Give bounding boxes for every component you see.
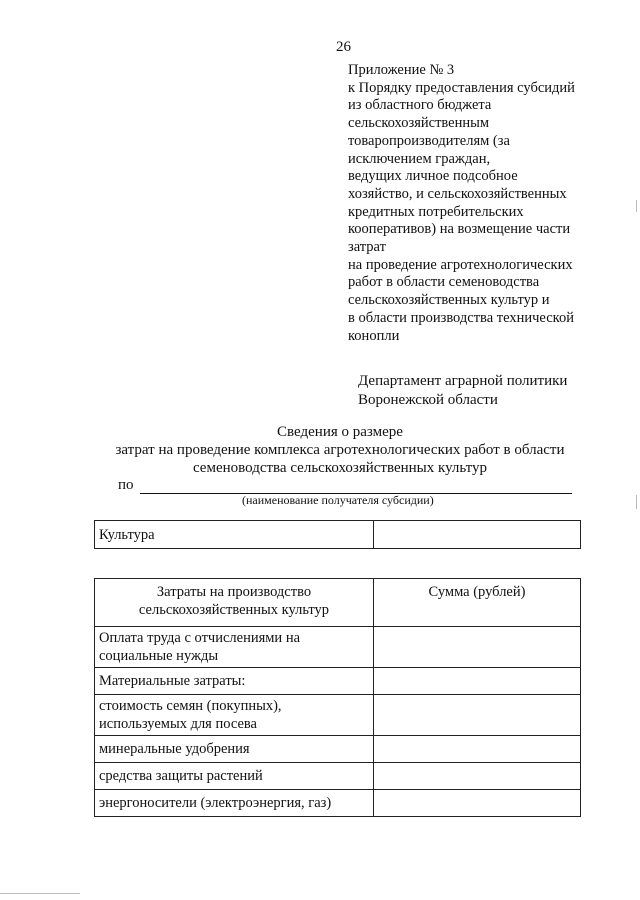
department-region: Воронежской области [358, 392, 498, 408]
header-costs-line: сельскохозяйственных культур [138, 602, 330, 618]
heading-line: семеноводства сельскохозяйственных культур [192, 460, 488, 476]
recipient-blank [140, 480, 572, 494]
appendix-line: сельскохозяйственных культур и [348, 292, 550, 309]
header-costs-line: Затраты на производство [156, 584, 312, 600]
appendix-line: затрат [348, 239, 386, 256]
recipient-line [118, 476, 572, 494]
cost-item-label [95, 695, 374, 736]
cost-item-sum [374, 668, 581, 695]
appendix-line: на проведение агротехнологических [348, 256, 573, 273]
cost-item-line: социальные нужды [99, 648, 219, 664]
table-header-row [95, 579, 581, 627]
cost-item-label: средства защиты растений [95, 763, 374, 790]
appendix-line: конопли [348, 327, 400, 344]
appendix-block [348, 62, 598, 345]
table-row [95, 763, 581, 790]
table-row [95, 736, 581, 763]
recipient-caption: (наименование получателя субсидии) [242, 493, 434, 507]
header-sum: Сумма (рублей) [374, 579, 581, 627]
cost-item-sum [374, 790, 581, 817]
cost-item-label: минеральные удобрения [95, 736, 374, 763]
cost-item-label: Материальные затраты: [95, 668, 374, 695]
appendix-line: хозяйство, и сельскохозяйственных [348, 185, 567, 202]
appendix-line: кредитных потребительских [348, 203, 524, 220]
cost-item-sum [374, 627, 581, 668]
appendix-line: кооперативов) на возмещение части [348, 221, 571, 238]
table-row [95, 521, 581, 549]
scan-artifact [636, 200, 637, 212]
table-row [95, 668, 581, 695]
appendix-line: ведущих личное подсобное [348, 168, 518, 185]
culture-label: Культура [95, 521, 374, 549]
cost-item-line: используемых для посева [99, 716, 257, 732]
appendix-line: товаропроизводителям (за [348, 132, 510, 149]
cost-table [94, 578, 581, 817]
appendix-line: в области производства технической [348, 309, 574, 326]
appendix-line: сельскохозяйственным [348, 115, 490, 132]
culture-value-cell [374, 521, 581, 549]
document-heading [90, 423, 590, 477]
appendix-line: Приложение № 3 [348, 62, 455, 78]
cost-item-line: Оплата труда с отчислениями на [99, 630, 301, 646]
appendix-line: из областного бюджета [348, 97, 492, 114]
cost-item-sum [374, 695, 581, 736]
cost-item-label: энергоносители (электроэнергия, газ) [95, 790, 374, 817]
heading-line: Сведения о размере [277, 424, 403, 440]
scan-artifact [636, 495, 637, 509]
heading-line: затрат на проведение комплекса агротехнологических работ в области [115, 442, 565, 458]
cost-item-line: стоимость семян (покупных), [99, 698, 282, 714]
appendix-line: к Порядку предоставления субсидий [348, 79, 575, 96]
table-row [95, 627, 581, 668]
department-block [358, 372, 567, 410]
recipient-prefix: по [118, 477, 134, 493]
cost-item-label [95, 627, 374, 668]
table-row [95, 695, 581, 736]
page-number: 26 [336, 39, 351, 55]
scan-artifact [0, 893, 80, 894]
culture-table [94, 520, 581, 549]
cost-item-sum [374, 763, 581, 790]
appendix-line: исключением граждан, [348, 150, 491, 167]
cost-item-sum [374, 736, 581, 763]
department-name: Департамент аграрной политики [358, 373, 568, 389]
appendix-line: работ в области семеноводства [348, 274, 540, 291]
table-row [95, 790, 581, 817]
header-costs [95, 579, 374, 627]
